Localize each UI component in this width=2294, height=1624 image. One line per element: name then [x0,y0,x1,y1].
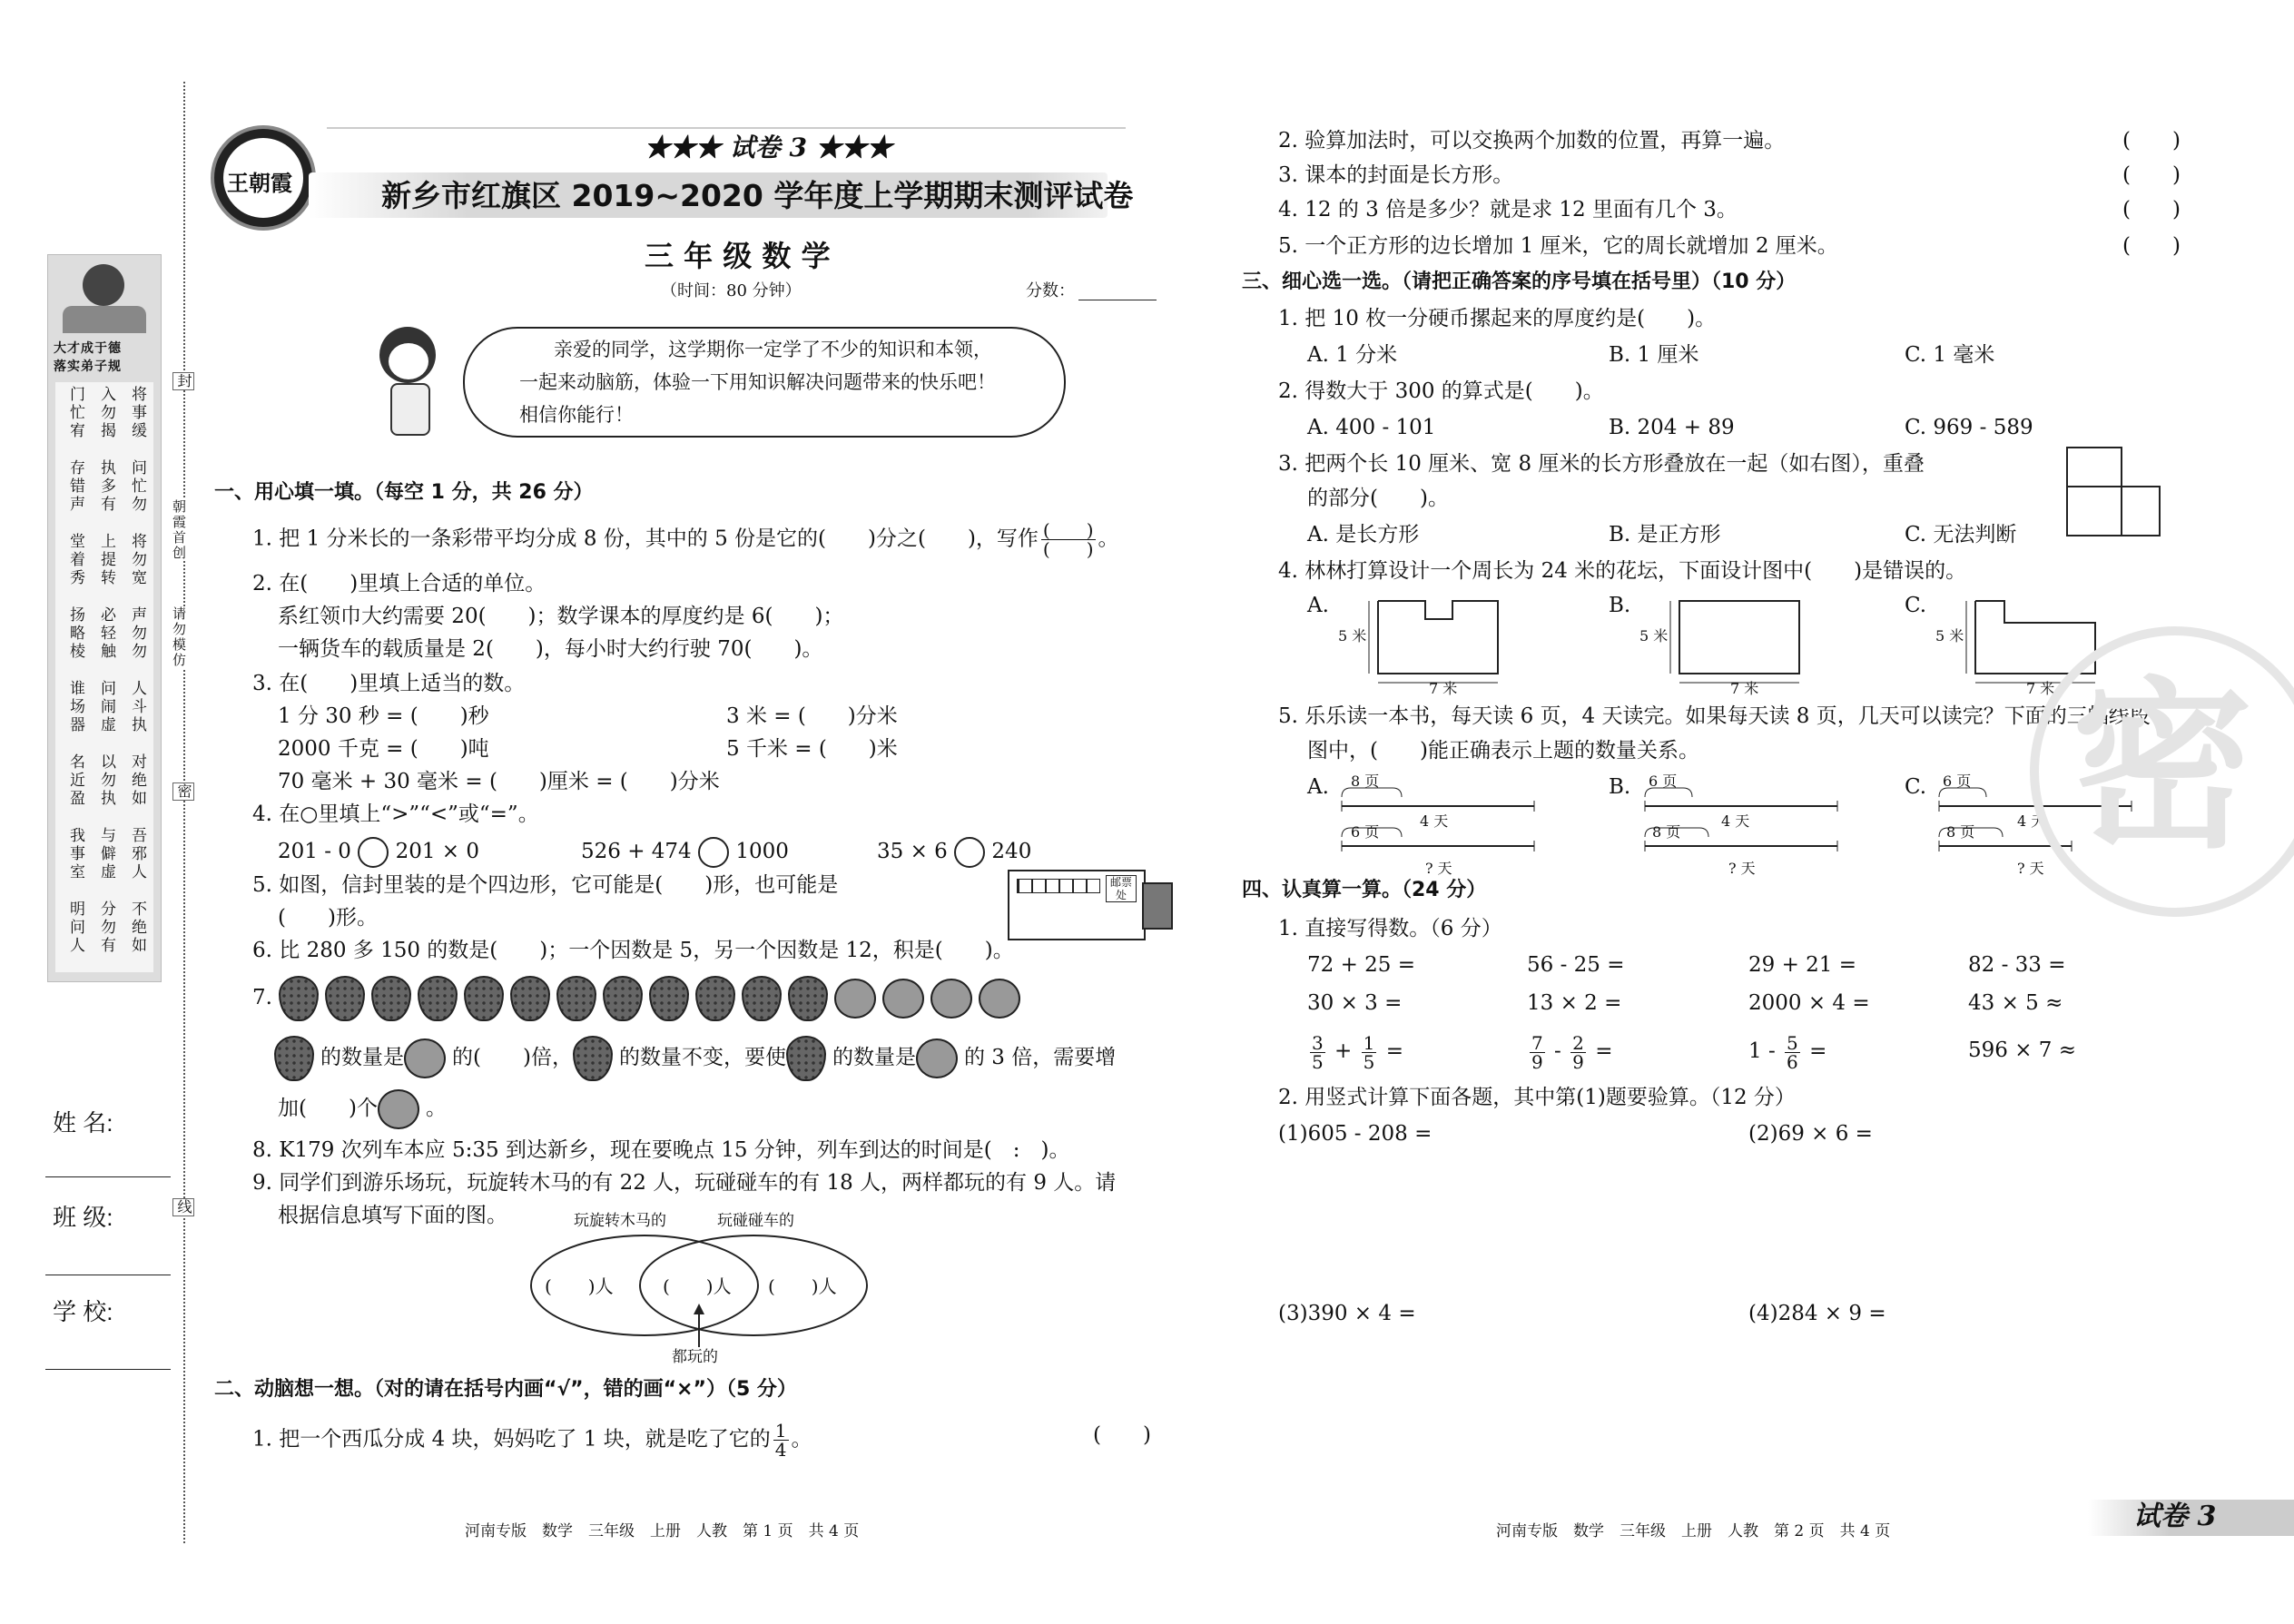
s2-q3: 3. 课本的封面是长方形。 [1278,163,1514,187]
logo-emblem [211,125,316,231]
motto-top: 大才成于德 [54,341,122,356]
s3-q4-label-a: A. [1307,594,1329,617]
s1-q9b: 根据信息填写下面的图。 [278,1204,507,1227]
proverb-column: 名近盈 [66,753,84,808]
proverb-column: 必轻触 [97,606,115,661]
name-label: 姓 名: [53,1109,113,1137]
s4-r1-4: 82 - 33 = [1968,953,2066,977]
s1-q2: 2. 在( )里填上合适的单位。 [252,572,546,595]
s4-r3-2: $\frac{7}{9}$ - $\frac{2}{9}$ = [1531,1031,1613,1073]
s1-q8: 8. K179 次列车本应 5:35 到达新乡，现在要晚点 15 分钟，列车到达的时间是( : )。 [252,1138,1070,1162]
s3-q2: 2. 得数大于 300 的算式是( )。 [1278,379,1604,403]
logo-text: 王朝霞 [227,170,292,196]
proverb-column: 扬略棱 [66,606,84,661]
segment-b-top-label: 6 页 [1649,773,1678,790]
s1-q7-text2: 加( )个 。 [278,1086,447,1131]
s3-q5b: 图中，( )能正确表示上题的数量关系。 [1307,739,1699,763]
venn-right-count: ( )人 [768,1275,837,1297]
proverb-column: 上提转 [97,533,115,587]
flowerbed-a-height: 5 米 [1338,627,1367,645]
s3-q1: 1. 把 10 枚一分硬币摞起来的厚度约是( )。 [1278,307,1717,330]
s1-q3c: 2000 千克 = ( )吨 [278,737,489,761]
segment-a-top-label: 8 页 [1351,773,1380,790]
section3-title: 三、细心选一选。（请把正确答案的序号填在括号里）（10 分） [1242,271,1797,293]
proverb-column: 吾邪人 [128,827,146,881]
s1-q3e: 70 毫米 + 30 毫米 = ( )厘米 = ( )分米 [278,770,720,793]
s1-q4: 4. 在○里填上“>”“<”或“=”。 [252,802,539,826]
s4-r2-3: 2000 × 4 = [1748,991,1870,1015]
s1-q7-fruits: 7. [252,975,1027,1021]
s2-q1-fraction: $\frac{1}{4}$ [774,1420,787,1461]
proverb-column: 不绝如 [128,901,146,955]
s3-q4-label-c: C. [1905,594,1927,617]
s2-q2-paren[interactable]: ( ) [2122,129,2181,153]
s4-r1-3: 29 + 21 = [1748,953,1857,977]
s1-q4c: 35 × 6 240 [877,837,1031,868]
s1-q3b: 3 米 = ( )分米 [726,704,898,728]
seal-mark-2: 密 [172,782,194,801]
seal-mark-1: 封 [172,372,194,390]
watermark-text: 密 [2072,660,2254,873]
s3-q3-c: C. 无法判断 [1905,523,2017,546]
s4-r2-2: 13 × 2 = [1527,991,1622,1015]
venn-label-right: 玩碰碰车的 [717,1212,794,1230]
venn-left-count: ( )人 [545,1275,614,1297]
s2-q5: 5. 一个正方形的边长增加 1 厘米，它的周长就增加 2 厘米。 [1278,234,1838,258]
exam-time: （时间：80 分钟） [661,281,802,300]
score-label: 分数： [1026,281,1075,300]
s2-q5-paren[interactable]: ( ) [2122,234,2181,258]
s4-r3-1: $\frac{3}{5}$ + $\frac{1}{5}$ = [1312,1031,1403,1073]
girl-cartoon [363,327,454,440]
proverb-column: 谁场器 [66,680,84,734]
exam-badge: ★★★ 试卷 3 ★★★ [645,133,892,162]
segment-b-bottom-days: ? 天 [1728,860,1756,877]
segment-c-top-label: 6 页 [1943,773,1972,790]
s3-q2-b: B. 204 + 89 [1609,416,1735,439]
name-field[interactable] [45,1176,171,1177]
s1-q5b: ( )形。 [278,906,378,930]
s3-q1-b: B. 1 厘米 [1609,343,1699,367]
overlap-rectangles-figure [2066,447,2161,537]
bubble-line-1: 亲爱的同学，这学期你一定学了不少的知识和本领， [554,339,992,360]
flowerbed-c-width: 7 米 [2026,680,2055,697]
proverb-column: 堂着秀 [66,533,84,587]
s4-calc-4: (4)284 × 9 = [1748,1302,1886,1325]
s4-r1-2: 56 - 25 = [1527,953,1625,977]
s3-q3a: 3. 把两个长 10 厘米、宽 8 厘米的长方形叠放在一起（如右图），重叠 [1278,452,1925,476]
school-field[interactable] [45,1369,171,1370]
s1-q3a: 1 分 30 秒 = ( )秒 [278,704,489,728]
s4-calc-1: (1)605 - 208 = [1278,1122,1433,1146]
footer-right: 河南专版 数学 三年级 上册 人教 第 2 页 共 4 页 [1496,1522,1891,1540]
segment-b-top-days: 4 天 [1721,812,1750,830]
proverb-column: 以勿执 [97,753,115,808]
proverb-column: 将事缓 [128,386,146,440]
footer-tag: 试卷 3 [2133,1501,2217,1532]
proverb-column: 门忙宥 [66,386,84,440]
section4-title: 四、认真算一算。（24 分） [1242,879,1487,901]
proverb-panel [55,382,153,972]
proverb-column: 执多有 [97,459,115,514]
segment-c-top-days: 4 天 [2017,812,2046,830]
side-label-1: 朝霞首创 [171,499,187,561]
s1-q6: 6. 比 280 多 150 的数是( )；一个因数是 5，另一个因数是 12，积是( )。 [252,939,1014,962]
s1-q2a: 系红领巾大约需要 20( )；数学课本的厚度约是 6( )； [278,605,844,628]
flowerbed-a-width: 7 米 [1429,680,1458,697]
segment-a-bottom-label: 6 页 [1351,823,1380,841]
sidebar-child-figure [83,264,124,306]
proverb-column: 存错声 [66,459,84,514]
s2-q3-paren[interactable]: ( ) [2122,163,2181,187]
s3-q3b: 的部分( )。 [1307,487,1449,510]
venn-label-left: 玩旋转木马的 [574,1212,666,1230]
footer-left: 河南专版 数学 三年级 上册 人教 第 1 页 共 4 页 [465,1522,860,1540]
bubble-line-2: 一起来动脑筋，体验一下用知识解决问题带来的快乐吧！ [519,371,996,393]
s1-q9a: 9. 同学们到游乐场玩，玩旋转木马的有 22 人，玩碰碰车的有 18 人，两样都玩的有 9 人。请 [252,1171,1117,1195]
segment-c-bottom-label: 8 页 [1946,823,1975,841]
segment-a-top-days: 4 天 [1420,812,1449,830]
s2-q1-paren[interactable]: ( ) [1093,1423,1151,1447]
flowerbed-b-width: 7 米 [1730,680,1759,697]
section2-title: 二、动脑想一想。（对的请在括号内画“√”，错的画“×”）（5 分） [214,1378,797,1401]
s4-r3-4: 596 × 7 ≈ [1968,1038,2077,1062]
s3-q3-b: B. 是正方形 [1609,523,1721,546]
segment-c-bottom-days: ? 天 [2017,860,2044,877]
speech-bubble [463,327,1066,438]
seal-mark-3: 线 [172,1198,194,1216]
proverb-column: 问忙勿 [128,459,146,514]
envelope-stamp-text: 邮票处 [1106,875,1137,902]
s3-q5-label-c: C. [1905,775,1927,799]
s3-q4-label-b: B. [1609,594,1631,617]
s1-q1-fraction: $\frac{( )}{( )}$ [1042,519,1094,560]
exam-title: 新乡市红旗区 2019~2020 学年度上学期期末测评试卷 [381,178,1134,213]
s1-q3d: 5 千米 = ( )米 [726,737,898,761]
s1-q4a: 201 - 0 201 × 0 [278,837,479,868]
side-label-2: 请勿模仿 [171,606,187,668]
binding-dotted-line [183,82,185,1543]
s4-calc-3: (3)390 × 4 = [1278,1302,1416,1325]
s4-calc-2: (2)69 × 6 = [1748,1122,1873,1146]
s2-q4-paren[interactable]: ( ) [2122,198,2181,221]
segment-b-bottom-label: 8 页 [1652,823,1681,841]
s1-q4b: 526 + 474 1000 [581,837,789,868]
venn-label-center: 都玩的 [672,1348,718,1366]
proverb-column: 将勿宽 [128,533,146,587]
s4-r2-1: 30 × 3 = [1307,991,1403,1015]
s2-q4: 4. 12 的 3 倍是多少？就是求 12 里面有几个 3。 [1278,198,1738,221]
s3-q5-label-a: A. [1307,775,1329,799]
s1-q3: 3. 在( )里填上适当的数。 [252,672,526,695]
proverb-column: 明问人 [66,901,84,955]
s1-q5a: 5. 如图，信封里装的是个四边形，它可能是( )形，也可能是 [252,873,839,897]
s3-q4: 4. 林林打算设计一个周长为 24 米的花坛，下面设计图中( )是错误的。 [1278,559,1967,583]
proverb-column: 人斗执 [128,680,146,734]
s1-q7-text: 的数量是 的( )倍， 的数量不变，要使 的数量是 的 3 倍，需要增 [274,1035,1116,1081]
envelope-figure [1008,870,1146,940]
s2-q1: 1. 把一个西瓜分成 4 块，妈妈吃了 1 块，就是吃了它的 $\frac{1}{4}$ 。 [252,1420,812,1461]
s4-q2: 2. 用竖式计算下面各题，其中第(1)题要验算。（12 分） [1278,1086,1796,1109]
section1-title: 一、用心填一填。（每空 1 分，共 26 分） [214,481,594,504]
s3-q5a: 5. 乐乐读一本书，每天读 6 页，4 天读完。如果每天读 8 页，几天可以读完？下面的三幅线段 [1278,704,2151,728]
segment-a-bottom-days: ? 天 [1425,860,1452,877]
s3-q2-c: C. 969 - 589 [1905,416,2033,439]
motto-bottom: 落实弟子规 [54,359,122,374]
proverb-column: 问闹虚 [97,680,115,734]
s3-q5-label-b: B. [1609,775,1631,799]
proverb-column: 入勿揭 [97,386,115,440]
s3-q3-a: A. 是长方形 [1307,523,1420,546]
sidebar-banner [47,254,162,982]
flowerbed-b-height: 5 米 [1639,627,1669,645]
proverb-column: 与僻虚 [97,827,115,881]
s3-q1-c: C. 1 毫米 [1905,343,1995,367]
school-label: 学 校: [53,1298,113,1325]
proverb-column: 我事室 [66,827,84,881]
flowerbed-c-height: 5 米 [1935,627,1964,645]
proverb-column: 对绝如 [128,753,146,808]
s4-r1-1: 72 + 25 = [1307,953,1416,977]
subject-title: 三 年 级 数 学 [645,239,831,273]
s4-r2-4: 43 × 5 ≈ [1968,991,2063,1015]
venn-center-count: ( )人 [663,1275,732,1297]
s1-q1: 1. 把 1 分米长的一条彩带平均分成 8 份，其中的 5 份是它的( )分之( )，写作 $\frac{( )}{( )}$ 。 [252,519,1119,560]
s4-r3-3: 1 - $\frac{5}{6}$ = [1748,1031,1827,1073]
s1-q2b: 一辆货车的载质量是 2( )，每小时大约行驶 70( )。 [278,637,823,661]
proverb-column: 声勿勿 [128,606,146,661]
proverb-column: 分勿有 [97,901,115,955]
class-label: 班 级: [53,1204,113,1231]
bubble-line-3: 相信你能行！ [519,404,634,426]
s3-q1-a: A. 1 分米 [1307,343,1398,367]
s4-q1: 1. 直接写得数。（6 分） [1278,917,1502,940]
s2-q2: 2. 验算加法时，可以交换两个加数的位置，再算一遍。 [1278,129,1786,153]
s3-q2-a: A. 400 - 101 [1307,416,1436,439]
